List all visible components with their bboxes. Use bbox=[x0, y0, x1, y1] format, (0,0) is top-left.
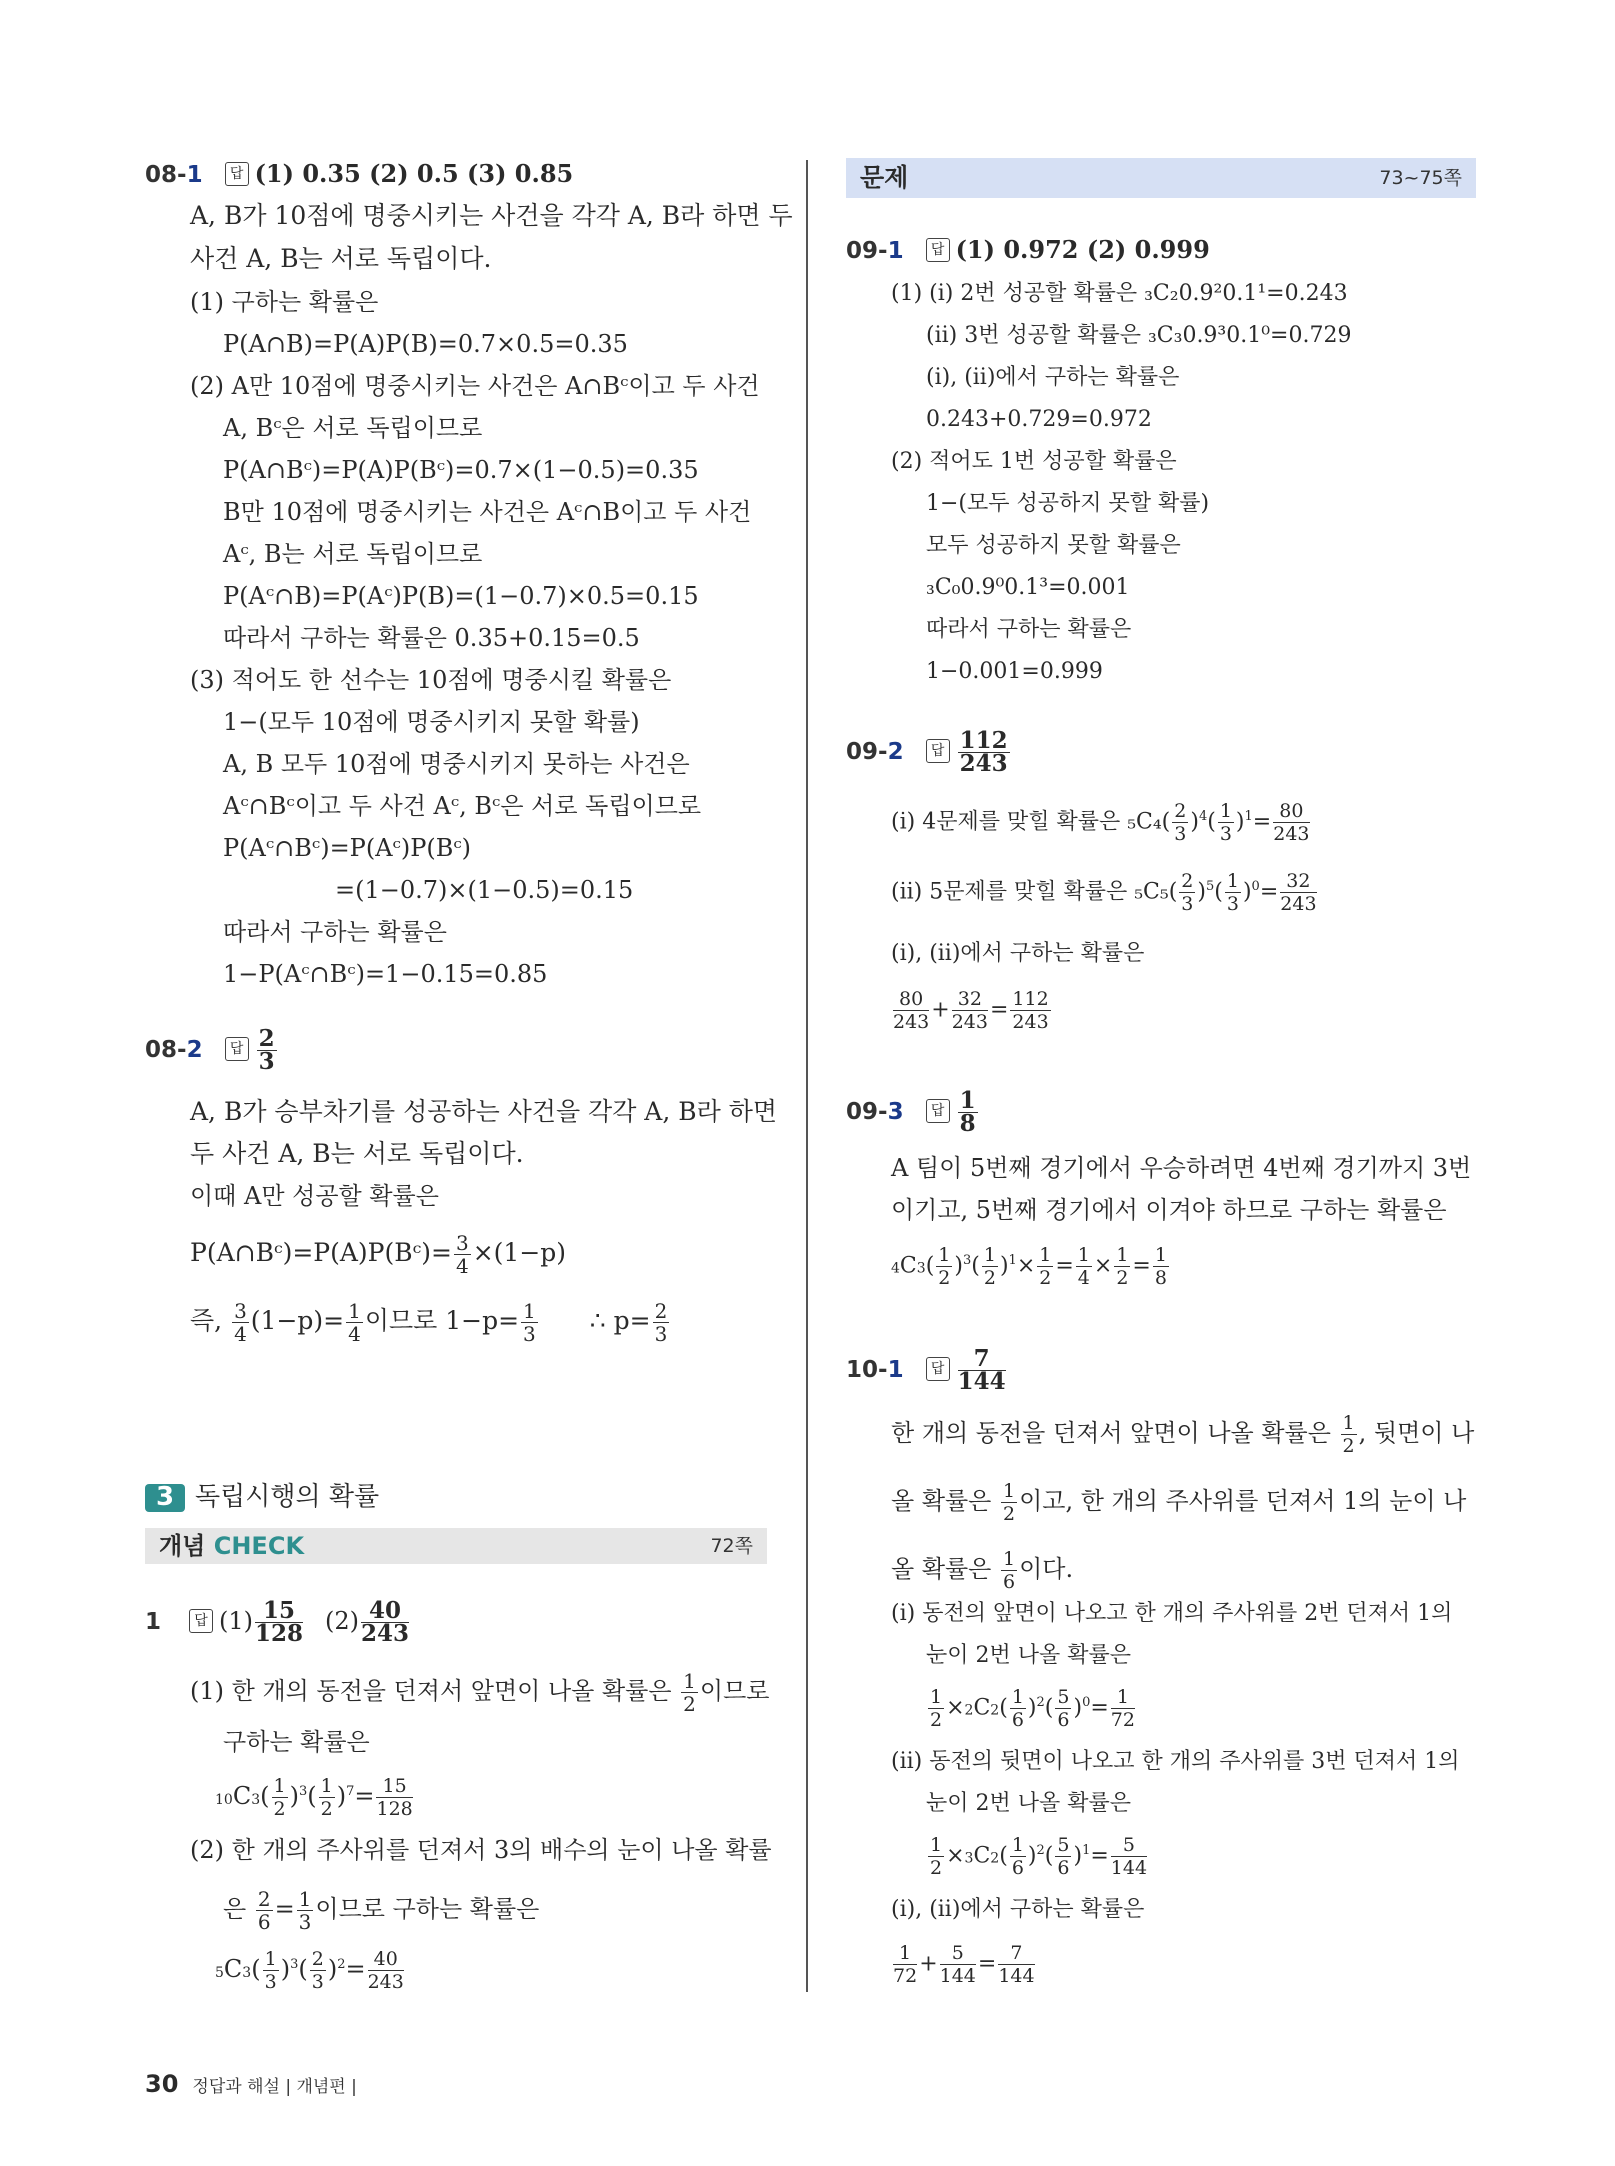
problem-id: 1 bbox=[145, 1609, 162, 1635]
answer-fraction: $\frac{40}{243}$ bbox=[361, 1597, 410, 1647]
equation-line: P(Aᶜ∩Bᶜ)=P(Aᶜ)P(Bᶜ) bbox=[223, 834, 472, 862]
problem-header-pages: 73~75쪽 bbox=[1379, 167, 1462, 189]
answer-fraction: $\frac{2}{3}$ bbox=[258, 1025, 275, 1075]
section-number-icon bbox=[145, 1484, 185, 1512]
problem-id: 09-3 bbox=[846, 1099, 904, 1125]
text-line: 한 개의 동전을 던져서 앞면이 나올 확률은 $\frac{1}{2}$ , 뒷면이 나 bbox=[891, 1412, 1475, 1457]
text-line: (1) (i) 2번 성공할 확률은 ₃C₂0.9²0.1¹=0.243 bbox=[891, 281, 1348, 306]
answer-fraction: $\frac{7}{144}$ bbox=[957, 1345, 1006, 1395]
footer-text: 정답과 해설 | 개념편 | bbox=[192, 2077, 357, 2097]
text-line: (ii) 3번 성공할 확률은 ₃C₃0.9³0.1⁰=0.729 bbox=[926, 323, 1352, 348]
text-line: B만 10점에 명중시키는 사건은 Aᶜ∩B이고 두 사건 bbox=[223, 498, 752, 526]
text-line: (2) 한 개의 주사위를 던져서 3의 배수의 눈이 나올 확률 bbox=[190, 1836, 772, 1864]
text-line: 따라서 구하는 확률은 0.35+0.15=0.5 bbox=[223, 624, 640, 652]
problem-08-2-header bbox=[145, 1025, 279, 1075]
equation-line: 1−0.001=0.999 bbox=[926, 659, 1103, 684]
text-line: 사건 A, B는 서로 독립이다. bbox=[190, 244, 492, 273]
answer-mark-icon: 답 bbox=[189, 1609, 213, 1633]
equation-line: 즉, $\frac{3}{4}$ (1−p)= $\frac{1}{4}$ 이므로 1−p= $\frac{1}{3}$ ∴ p= $\frac{2}{3}$ bbox=[190, 1299, 668, 1346]
answer-mark-icon: 답 bbox=[225, 1037, 249, 1061]
problem-header-title: 문제 bbox=[860, 163, 909, 192]
text-line: 눈이 2번 나올 확률은 bbox=[926, 1643, 1131, 1668]
answer-mark-icon: 답 bbox=[225, 162, 249, 186]
text-line: 올 확률은 $\frac{1}{6}$ 이다. bbox=[891, 1548, 1074, 1593]
text-line: 은 $\frac{2}{6}$ = $\frac{1}{3}$ 이므로 구하는 확률은 bbox=[223, 1887, 540, 1934]
concept-check-label: 개념 CHECK bbox=[159, 1532, 305, 1560]
text-line: 1−(모두 10점에 명중시키지 못할 확률) bbox=[223, 708, 640, 736]
text-line: 구하는 확률은 bbox=[223, 1728, 370, 1756]
answer-text: (1) 0.35 (2) 0.5 (3) 0.85 bbox=[254, 159, 574, 188]
text-line: A, B가 승부차기를 성공하는 사건을 각각 A, B라 하면 bbox=[190, 1097, 778, 1126]
problem-id: 09-2 bbox=[846, 739, 904, 765]
text-line: 이때 A만 성공할 확률은 bbox=[190, 1182, 439, 1210]
text-line: 1−(모두 성공하지 못할 확률) bbox=[926, 491, 1210, 516]
text-line: (1) 한 개의 동전을 던져서 앞면이 나올 확률은 $\frac{1}{2}$ 이므로 bbox=[190, 1669, 770, 1716]
text-line: 따라서 구하는 확률은 bbox=[223, 918, 447, 946]
equation-line: 1−P(Aᶜ∩Bᶜ)=1−0.15=0.85 bbox=[223, 960, 548, 988]
answer-mark-icon: 답 bbox=[926, 1357, 950, 1381]
equation-line: P(A∩Bᶜ)=P(A)P(Bᶜ)=0.7×(1−0.5)=0.35 bbox=[223, 456, 699, 484]
equation-line: $\frac{1}{2}$ ×2C2( $\frac{1}{6}$ )$^2$( $\frac{5}{6}$ )$^0$= $\frac{1}{72}$ bbox=[930, 1686, 1135, 1731]
problem-10-1-header bbox=[846, 1345, 1008, 1395]
text-line: 두 사건 A, B는 서로 독립이다. bbox=[190, 1139, 524, 1168]
problem-id: 08-2 bbox=[145, 1037, 203, 1063]
text-line: A 팀이 5번째 경기에서 우승하려면 4번째 경기까지 3번 bbox=[891, 1154, 1472, 1182]
section-title: 3독립시행의 확률 bbox=[145, 1476, 379, 1513]
equation-line: $\frac{1}{2}$ ×3C2( $\frac{1}{6}$ )$^2$( $\frac{5}{6}$ )$^1$= $\frac{5}{144}$ bbox=[930, 1834, 1148, 1879]
problem-09-3-header bbox=[846, 1087, 980, 1137]
text-line: 눈이 2번 나올 확률은 bbox=[926, 1791, 1131, 1816]
answer-fraction: $\frac{112}{243}$ bbox=[959, 727, 1008, 777]
text-line: 모두 성공하지 못할 확률은 bbox=[926, 533, 1181, 558]
equation-line: P(A∩B)=P(A)P(B)=0.7×0.5=0.35 bbox=[223, 330, 628, 358]
answer-mark-icon: 답 bbox=[926, 1099, 950, 1123]
text-line: Aᶜ∩Bᶜ이고 두 사건 Aᶜ, Bᶜ은 서로 독립이므로 bbox=[223, 792, 702, 820]
equation-line: $\frac{1}{72}$ + $\frac{5}{144}$ = $\frac{7}{144}$ bbox=[893, 1942, 1035, 1987]
problem-09-2-header bbox=[846, 727, 1012, 777]
text-line: (1) 구하는 확률은 bbox=[190, 288, 379, 316]
concept-check-page: 72쪽 bbox=[710, 1535, 753, 1557]
text-line: (2) A만 10점에 명중시키는 사건은 A∩Bᶜ이고 두 사건 bbox=[190, 372, 760, 400]
equation-line: 0.243+0.729=0.972 bbox=[926, 407, 1152, 432]
text-line: A, Bᶜ은 서로 독립이므로 bbox=[223, 414, 483, 442]
text-line: A, B가 10점에 명중시키는 사건을 각각 A, B라 하면 두 bbox=[190, 201, 793, 230]
text-line: 올 확률은 $\frac{1}{2}$ 이고, 한 개의 주사위를 던져서 1의 눈이 나 bbox=[891, 1480, 1467, 1525]
equation-line: (ii) 5문제를 맞힐 확률은 ₅C₅( $\frac{2}{3}$ )$^5$( $\frac{1}{3}$ )$^0$= $\frac{32}{243}$ bbox=[891, 870, 1317, 915]
equation-line: 4C3( $\frac{1}{2}$ )$^3$( $\frac{1}{2}$ )$^1$× $\frac{1}{2}$ = $\frac{1}{4}$ × $\frac{1}{2}$ = $\frac{1}{8}$ bbox=[891, 1244, 1167, 1289]
problem-1-header: 1 답 (1) $\frac{15}{128}$ (2) $\frac{40}{243}$ bbox=[145, 1597, 410, 1647]
problem-09-1-header bbox=[846, 236, 1210, 265]
page-number: 30 bbox=[145, 2070, 179, 2098]
page-footer bbox=[145, 2070, 357, 2098]
text-line: (i) 동전의 앞면이 나오고 한 개의 주사위를 2번 던져서 1의 bbox=[891, 1601, 1453, 1626]
text-line: 이기고, 5번째 경기에서 이겨야 하므로 구하는 확률은 bbox=[891, 1196, 1447, 1224]
equation-line: =(1−0.7)×(1−0.5)=0.15 bbox=[335, 876, 634, 904]
text-line: (i), (ii)에서 구하는 확률은 bbox=[891, 1897, 1145, 1922]
problem-id: 09-1 bbox=[846, 238, 904, 264]
equation-line: $\frac{80}{243}$ + $\frac{32}{243}$ = $\frac{112}{243}$ bbox=[893, 988, 1049, 1033]
equation-line: P(Aᶜ∩B)=P(Aᶜ)P(B)=(1−0.7)×0.5=0.15 bbox=[223, 582, 699, 610]
column-divider bbox=[806, 160, 808, 1992]
equation-line: (i) 4문제를 맞힐 확률은 ₅C₄( $\frac{2}{3}$ )$^4$( $\frac{1}{3}$ )$^1$= $\frac{80}{243}$ bbox=[891, 800, 1310, 845]
equation-line: ₃C₀0.9⁰0.1³=0.001 bbox=[926, 575, 1130, 600]
text-line: (i), (ii)에서 구하는 확률은 bbox=[926, 365, 1180, 390]
equation-line: 10C3( $\frac{1}{2}$ )$^3$( $\frac{1}{2}$ )$^7$= $\frac{15}{128}$ bbox=[215, 1775, 413, 1820]
text-line: Aᶜ, B는 서로 독립이므로 bbox=[223, 540, 483, 568]
answer-mark-icon: 답 bbox=[926, 238, 950, 262]
equation-line: 5C3( $\frac{1}{3}$ )$^3$( $\frac{2}{3}$ )$^2$= $\frac{40}{243}$ bbox=[215, 1948, 404, 1993]
text-line: (2) 적어도 1번 성공할 확률은 bbox=[891, 449, 1177, 474]
equation-line: P(A∩Bᶜ)=P(A)P(Bᶜ)= $\frac{3}{4}$ ×(1−p) bbox=[190, 1231, 567, 1278]
text-line: (ii) 동전의 뒷면이 나오고 한 개의 주사위를 3번 던져서 1의 bbox=[891, 1749, 1460, 1774]
answer-fraction: $\frac{15}{128}$ bbox=[255, 1597, 304, 1647]
text-line: 따라서 구하는 확률은 bbox=[926, 617, 1132, 642]
text-line: A, B 모두 10점에 명중시키지 못하는 사건은 bbox=[223, 750, 690, 778]
answer-fraction: $\frac{1}{8}$ bbox=[959, 1087, 976, 1137]
answer-text: (1) 0.972 (2) 0.999 bbox=[955, 235, 1210, 264]
answer-mark-icon: 답 bbox=[926, 739, 950, 763]
problem-id: 08-1 bbox=[145, 162, 203, 188]
problem-08-1-header bbox=[145, 160, 573, 189]
text-line: (3) 적어도 한 선수는 10점에 명중시킬 확률은 bbox=[190, 666, 672, 694]
text-line: (i), (ii)에서 구하는 확률은 bbox=[891, 941, 1145, 966]
problem-id: 10-1 bbox=[846, 1357, 904, 1383]
